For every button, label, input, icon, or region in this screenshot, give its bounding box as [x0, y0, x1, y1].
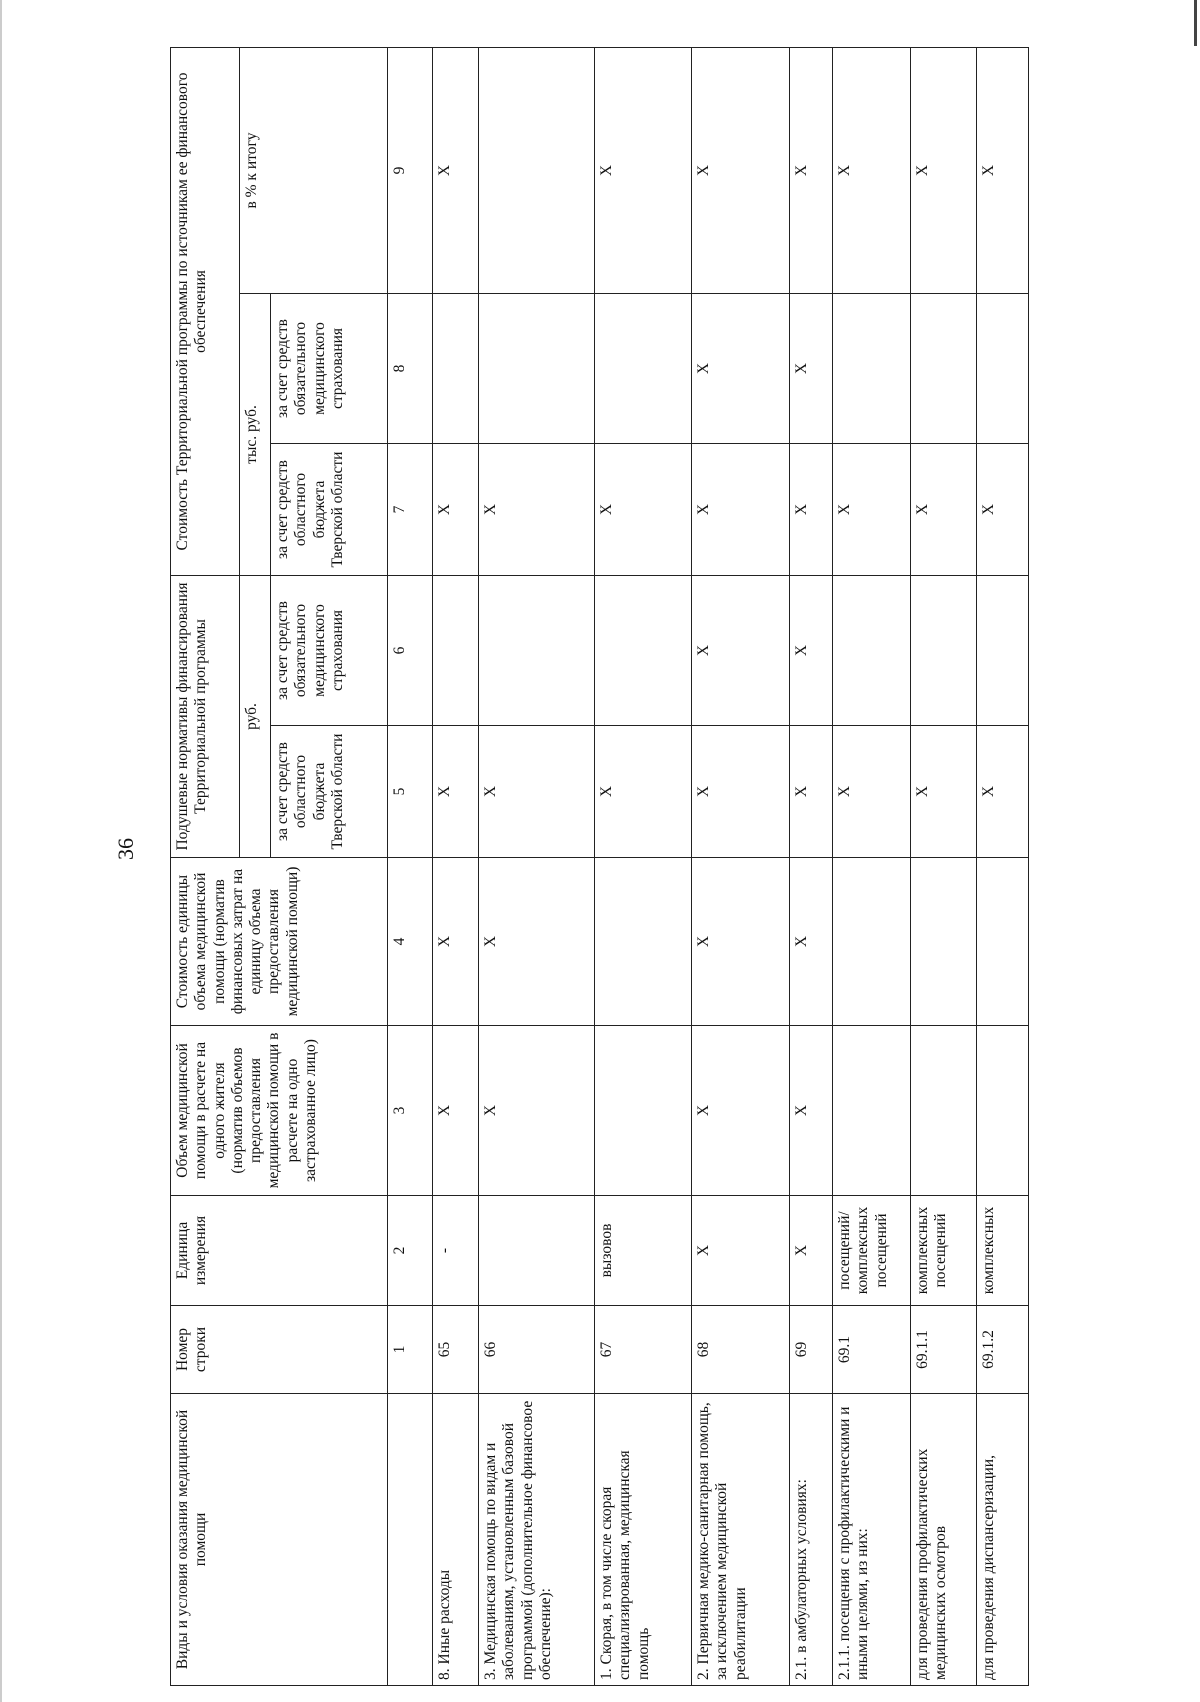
- row-number: 65: [433, 1306, 479, 1394]
- row-name: 1. Скорая, в том числе скорая специализированная, медицинская помощь: [595, 1394, 692, 1686]
- row-cell: X: [790, 726, 833, 858]
- row-cell: X: [790, 575, 833, 725]
- row-cell: [595, 858, 692, 1026]
- row-cell: X: [433, 443, 479, 575]
- row-cell: X: [790, 858, 833, 1026]
- row-number: 69.1: [833, 1306, 911, 1394]
- header-src-oms: за счет средств обязательного медицинского страхования: [271, 575, 388, 725]
- row-name: 2.1.1. посещения с профилактическими и иными целями, из них:: [833, 1394, 911, 1686]
- header-volume: Объем медицинской помощи в расчете на одного жителя (норматив объемов предоставления медицинской помощи в расчете на одно застрахованное лицо): [171, 1026, 388, 1196]
- financing-table: [170, 47, 1029, 1686]
- row-unit: [479, 1196, 595, 1306]
- row-name: 2. Первичная медико-санитарная помощь, за исключением медицинской реабилитации: [692, 1394, 790, 1686]
- row-cell: X: [433, 47, 479, 293]
- header-type: Виды и условия оказания медицинской помощи: [171, 1394, 388, 1686]
- row-cell: [479, 47, 595, 293]
- row-cell: [833, 575, 911, 725]
- row-cell: X: [911, 726, 977, 858]
- table-row: [977, 47, 1029, 1685]
- row-cell: X: [911, 47, 977, 293]
- row-unit: вызовов: [595, 1196, 692, 1306]
- row-cell: X: [692, 1026, 790, 1196]
- row-cell: [433, 293, 479, 443]
- row-cell: X: [595, 443, 692, 575]
- row-number: 69.1.2: [977, 1306, 1029, 1394]
- table-row: [595, 47, 692, 1685]
- column-number: 4: [388, 858, 433, 1026]
- row-cell: [911, 858, 977, 1026]
- column-number: 6: [388, 575, 433, 725]
- page-number: 36: [113, 838, 138, 860]
- header-row-1: [171, 47, 240, 1685]
- row-cell: X: [977, 443, 1029, 575]
- row-number: 68: [692, 1306, 790, 1394]
- row-cell: X: [479, 726, 595, 858]
- row-cell: X: [977, 47, 1029, 293]
- row-cell: X: [479, 1026, 595, 1196]
- row-cell: [911, 575, 977, 725]
- row-cell: X: [479, 858, 595, 1026]
- header-per-capita: Подушевые нормативы финансирования Территориальной программы: [171, 575, 240, 857]
- header-total-cost: Стоимость Территориальной программы по источникам ее финансового обеспечения: [171, 47, 240, 575]
- row-cell: [977, 293, 1029, 443]
- row-cell: X: [790, 1026, 833, 1196]
- row-cell: [595, 293, 692, 443]
- rotated-page-area: [170, 48, 1190, 1686]
- row-name: для проведения диспансеризации,: [977, 1394, 1029, 1686]
- column-number: 1: [388, 1306, 433, 1394]
- column-number: 9: [388, 47, 433, 293]
- row-name: 8. Иные расходы: [433, 1394, 479, 1686]
- row-unit: X: [790, 1196, 833, 1306]
- row-cell: X: [479, 443, 595, 575]
- row-cell: X: [595, 47, 692, 293]
- column-number: 5: [388, 726, 433, 858]
- row-unit: X: [692, 1196, 790, 1306]
- header-row-number: Номер строки: [171, 1306, 388, 1394]
- table-row: [692, 47, 790, 1685]
- row-number: 67: [595, 1306, 692, 1394]
- row-cell: X: [833, 47, 911, 293]
- header-unit: Единица измерения: [171, 1196, 388, 1306]
- column-number: 3: [388, 1026, 433, 1196]
- column-numbers-row: [388, 47, 433, 1685]
- header-unit-cost: Стоимость единицы объема медицинской помощи (норматив финансовых затрат на единицу объема предоставления медицинской помощи): [171, 858, 388, 1026]
- scan-edge-mark: [1194, 0, 1197, 46]
- table-row: [479, 47, 595, 1685]
- header-src-budget: за счет средств областного бюджета Тверской области: [271, 443, 388, 575]
- row-cell: [433, 575, 479, 725]
- row-unit: комплексных посещений: [911, 1196, 977, 1306]
- row-cell: [911, 1026, 977, 1196]
- row-cell: X: [692, 726, 790, 858]
- table-row: [833, 47, 911, 1685]
- row-cell: [977, 575, 1029, 725]
- row-cell: [479, 293, 595, 443]
- row-name: для проведения профилактических медицинских осмотров: [911, 1394, 977, 1686]
- scan-edge-mark: [0, 0, 2, 1702]
- column-number: 7: [388, 443, 433, 575]
- column-number: [388, 1394, 433, 1686]
- row-name: 2.1. в амбулаторных условиях:: [790, 1394, 833, 1686]
- row-cell: X: [692, 858, 790, 1026]
- row-cell: [977, 1026, 1029, 1196]
- row-cell: X: [833, 726, 911, 858]
- row-cell: [833, 858, 911, 1026]
- row-number: 66: [479, 1306, 595, 1394]
- row-unit: -: [433, 1196, 479, 1306]
- row-cell: X: [692, 575, 790, 725]
- row-number: 69: [790, 1306, 833, 1394]
- table-row: [433, 47, 479, 1685]
- rotated-table-wrapper: [170, 48, 1190, 1686]
- header-src-oms: за счет средств обязательного медицинского страхования: [271, 293, 388, 443]
- row-cell: [595, 1026, 692, 1196]
- row-unit: комплексных: [977, 1196, 1029, 1306]
- row-cell: [911, 293, 977, 443]
- row-cell: X: [833, 443, 911, 575]
- row-cell: X: [790, 293, 833, 443]
- row-unit: посещений/ комплексных посещений: [833, 1196, 911, 1306]
- row-cell: X: [433, 858, 479, 1026]
- row-cell: X: [790, 443, 833, 575]
- table-row: [790, 47, 833, 1685]
- column-number: 8: [388, 293, 433, 443]
- row-cell: [595, 575, 692, 725]
- row-cell: X: [433, 726, 479, 858]
- row-cell: X: [692, 443, 790, 575]
- row-cell: X: [433, 1026, 479, 1196]
- row-cell: [479, 575, 595, 725]
- row-cell: X: [692, 47, 790, 293]
- header-src-budget: за счет средств областного бюджета Тверской области: [271, 726, 388, 858]
- row-cell: [833, 293, 911, 443]
- row-cell: [977, 858, 1029, 1026]
- column-number: 2: [388, 1196, 433, 1306]
- header-unit-thousand-rub: тыс. руб.: [240, 293, 271, 575]
- header-percent: в % к итогу: [240, 47, 388, 293]
- header-unit-rub: руб.: [240, 575, 271, 857]
- row-cell: X: [692, 293, 790, 443]
- row-number: 69.1.1: [911, 1306, 977, 1394]
- row-name: 3. Медицинская помощь по видам и заболеваниям, установленным базовой программой (дополнительное финансовое обеспечение):: [479, 1394, 595, 1686]
- table-row: [911, 47, 977, 1685]
- row-cell: [833, 1026, 911, 1196]
- row-cell: X: [977, 726, 1029, 858]
- row-cell: X: [595, 726, 692, 858]
- row-cell: X: [911, 443, 977, 575]
- row-cell: X: [790, 47, 833, 293]
